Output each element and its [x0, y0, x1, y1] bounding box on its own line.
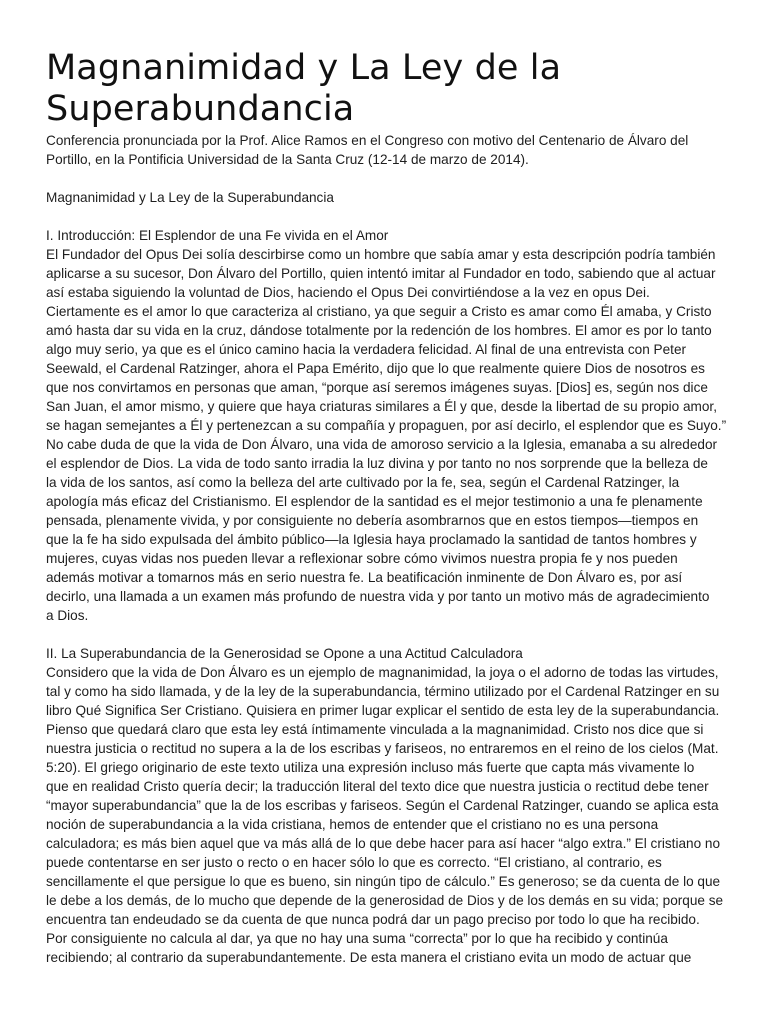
paragraph-line: sencillamente el que persigue lo que es bueno, sin ningún tipo de cálculo.” Es generoso; se da cuenta de lo que — [46, 874, 721, 889]
intro-line: Conferencia pronunciada por la Prof. Alice Ramos en el Congreso con motivo del Centenario de Álvaro del — [46, 133, 689, 148]
paragraph-line: noción de superabundancia a la vida cristiana, hemos de entender que el cristiano no es una persona — [46, 817, 659, 832]
section-introduccion — [46, 226, 746, 625]
paragraph-line: libro Qué Significa Ser Cristiano. Quisiera en primer lugar explicar el sentido de esta ley de la superabundancia. — [46, 703, 720, 718]
paragraph-line: nuestra justicia o rectitud no supera a la de los escribas y fariseos, no entraremos en el reino de los cielos (Mat. — [46, 741, 719, 756]
document-body — [46, 131, 746, 967]
paragraph-line: que la fe ha sido expulsada del ámbito público—la Iglesia haya proclamado la santidad de tantos hombres y — [46, 532, 697, 547]
paragraph-line: encuentra tan endeudado se da cuenta de que nunca podrá dar un pago preciso por todo lo que ha recibido. — [46, 912, 700, 927]
paragraph-line: Por consiguiente no calcula al dar, ya que no hay una suma “correcta” por lo que ha recibido y continúa — [46, 931, 668, 946]
paragraph-line: Ciertamente es el amor lo que caracteriza al cristiano, ya que seguir a Cristo es amar como Él amaba, y Cristo — [46, 304, 712, 319]
paragraph-line: Pienso que quedará claro que esta ley está íntimamente vinculada a la magnanimidad. Cristo nos dice que si — [46, 722, 704, 737]
paragraph-line: calculadora; es más bien aquel que va más allá de lo que debe hacer para así hacer “algo extra.” El cristiano no — [46, 836, 721, 851]
paragraph-line: puede contentarse en ser justo o recto o en hacer sólo lo que es correcto. “El cristiano, al contrario, es — [46, 855, 662, 870]
paragraph-line: apología más eficaz del Cristianismo. El esplendor de la santidad es el mejor testimonio a una fe plenamente — [46, 494, 703, 509]
paragraph-line: recibiendo; al contrario da superabundantemente. De esta manera el cristiano evita un modo de actuar que — [46, 950, 692, 965]
paragraph-line: se hagan semejantes a Él y pertenezcan a su compañía y propaguen, por así decirlo, el esplendor que es Suyo.” — [46, 418, 727, 433]
paragraph-line: algo muy serio, ya que es el único camino hacia la verdadera felicidad. Al final de una entrevista con Peter — [46, 342, 687, 357]
intro-line: Portillo, en la Pontificia Universidad de la Santa Cruz (12-14 de marzo de 2014). — [46, 152, 529, 167]
paragraph-line: Considero que la vida de Don Álvaro es un ejemplo de magnanimidad, la joya o el adorno de todas las virtudes, — [46, 665, 719, 680]
title-line: Magnanimidad y La Ley de la — [46, 48, 562, 88]
section-body — [46, 663, 746, 967]
page-title — [46, 48, 746, 130]
section-heading: II. La Superabundancia de la Generosidad se Opone a una Actitud Calculadora — [46, 646, 523, 661]
paragraph-line: además motivar a tomarnos más en serio nuestra fe. La beatificación inminente de Don Álvaro es, por así — [46, 570, 683, 585]
paragraph-line: “mayor superabundancia” que la de los escribas y fariseos. Según el Cardenal Ratzinger, cuando se aplica esta — [46, 798, 719, 813]
section-heading: I. Introducción: El Esplendor de una Fe vivida en el Amor — [46, 228, 389, 243]
paragraph-line: le debe a los demás, de lo mucho que depende de la generosidad de Dios y de los demás en su vida; porque se — [46, 893, 724, 908]
title-line: Superabundancia — [46, 89, 355, 129]
paragraph-line: pensada, plenamente vivida, y por consiguiente no debería asombrarnos que en estos tiempos—tiempos en — [46, 513, 699, 528]
paragraph-line: amó hasta dar su vida en la cruz, dándose totalmente por la redención de los hombres. El amor es por lo tanto — [46, 323, 712, 338]
paragraph-line: que en realidad Cristo quería decir; la traducción literal del texto dice que nuestra justicia o rectitud debe tener — [46, 779, 709, 794]
paragraph-gap — [46, 169, 746, 188]
paragraph-line: San Juan, el amor mismo, y quiere que haya criaturas similares a Él y que, desde la libertad de su propio amor, — [46, 399, 717, 414]
paragraph-gap — [46, 207, 746, 226]
paragraph-line: aplicarse a su sucesor, Don Álvaro del Portillo, quien intentó imitar al Fundador en todo, sabiendo que al actuar — [46, 266, 716, 281]
paragraph-line: 5:20). El griego originario de este texto utiliza una expresión incluso más fuerte que capta más vivamente lo — [46, 760, 695, 775]
paragraph-line: mujeres, cuyas vidas nos pueden llevar a reflexionar sobre cómo vivimos nuestra propia fe y nos pueden — [46, 551, 678, 566]
paragraph-line: la vida de los santos, así como la belleza del arte cultivado por la fe, sea, según el Cardenal Ratzinger, la — [46, 475, 680, 490]
paragraph-line: que nos convirtamos en personas que aman, “porque así seremos imágenes suyas. [Dios] es, según nos dice — [46, 380, 708, 395]
section-body — [46, 245, 746, 625]
paragraph-line: El Fundador del Opus Dei solía descirbirse como un hombre que sabía amar y esta descripción podría también — [46, 247, 716, 262]
document-page — [46, 48, 746, 967]
paragraph-gap — [46, 625, 746, 644]
paragraph-line: tal y como ha sido llamada, y de la ley de la superabundancia, término utilizado por el Cardenal Ratzinger en su — [46, 684, 720, 699]
paragraph-line: Seewald, el Cardenal Ratzinger, ahora el Papa Emérito, dijo que lo que realmente quiere Dios de nosotros es — [46, 361, 705, 376]
paragraph-line: decirlo, una llamada a un examen más profundo de nuestra vida y por tanto un motivo más de agradecimiento — [46, 589, 710, 604]
paragraph-line: a Dios. — [46, 608, 89, 623]
paragraph-line: No cabe duda de que la vida de Don Álvaro, una vida de amoroso servicio a la Iglesia, emanaba a su alrededor — [46, 437, 718, 452]
paragraph-line: así estaba siguiendo la voluntad de Dios, haciendo el Opus Dei convirtiéndose a la vez en opus Dei. — [46, 285, 650, 300]
subtitle: Magnanimidad y La Ley de la Superabundancia — [46, 190, 334, 205]
paragraph-line: el esplendor de Dios. La vida de todo santo irradia la luz divina y por tanto no nos sorprende que la belleza de — [46, 456, 708, 471]
section-superabundancia — [46, 644, 746, 967]
